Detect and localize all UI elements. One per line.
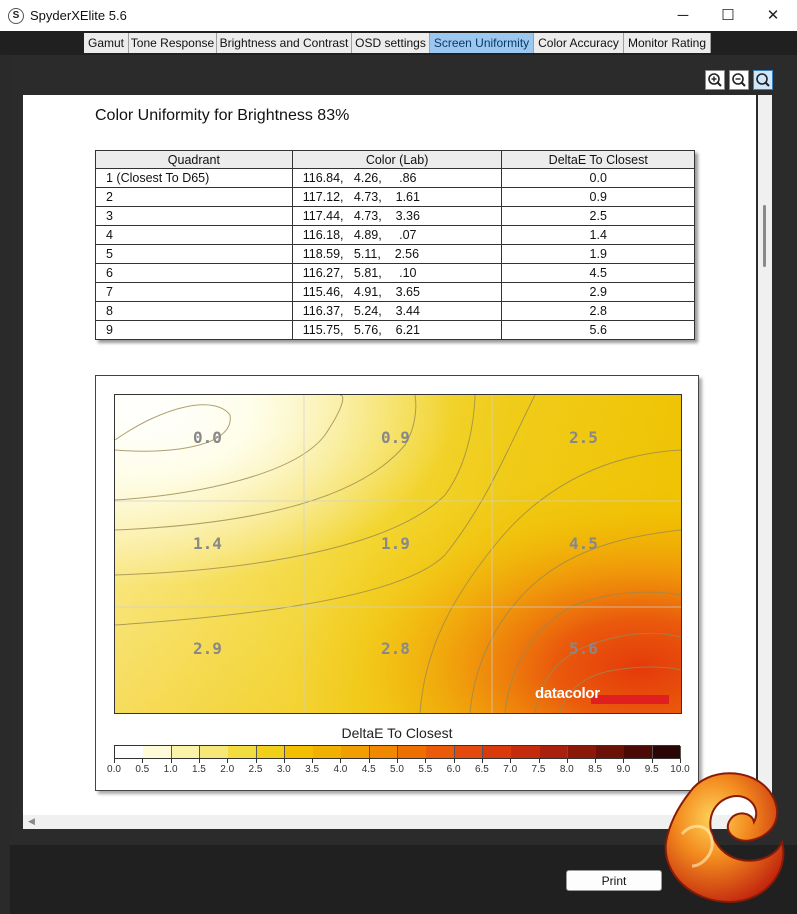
uniformity-chart [95,375,699,791]
legend-tick-mark [340,758,341,763]
column-header-quadrant: Quadrant [96,151,293,169]
lab-cell: 116.84, 4.26, .86 [292,169,502,188]
quadrant-value-2: 0.9 [381,428,410,447]
legend-swatch [341,746,370,758]
legend-tick-label: 10.0 [670,764,690,775]
legend-tick-label: 2.5 [248,764,263,775]
quadrant-cell: 9 [96,321,293,340]
legend-swatch [568,746,597,758]
quadrant-value-4: 1.4 [193,534,222,553]
table-row [96,264,695,283]
legend-tick-label: 7.5 [531,764,546,775]
legend-tick-mark [510,758,511,763]
legend-tick-mark [312,758,313,763]
legend-swatch [115,746,144,758]
legend-swatch [200,746,229,758]
deltae-cell: 2.9 [502,283,695,302]
uniformity-heatmap [114,394,682,714]
quadrant-cell: 7 [96,283,293,302]
legend-tick-mark [142,758,143,763]
deltae-cell: 0.0 [502,169,695,188]
lab-cell: 115.46, 4.91, 3.65 [292,283,502,302]
title-bar [0,0,797,31]
quadrant-cell: 4 [96,226,293,245]
tab-tone-response[interactable]: Tone Response [129,33,217,53]
legend-swatch [228,746,257,758]
legend-tick-label: 9.0 [616,764,631,775]
quadrant-cell: 2 [96,188,293,207]
quadrant-value-7: 2.9 [193,639,222,658]
legend-tick-mark [284,758,285,763]
quadrant-value-5: 1.9 [381,534,410,553]
quadrant-cell: 8 [96,302,293,321]
legend-swatch [511,746,540,758]
legend-tick-label: 5.0 [390,764,404,775]
deltae-cell: 4.5 [502,264,695,283]
legend-tick-label: 5.5 [418,764,433,775]
quadrant-table [95,150,695,340]
legend-tick-label: 3.0 [276,764,291,775]
legend-tick-label: 9.5 [644,764,659,775]
legend-tick-mark [171,758,172,763]
legend-tick-mark [539,758,540,763]
legend-swatch [624,746,653,758]
legend-swatch [596,746,625,758]
legend-tick-label: 7.0 [503,764,518,775]
scroll-left-icon[interactable]: ◀ [28,816,35,826]
zoom-out-icon[interactable] [729,70,749,90]
legend-tick-mark [199,758,200,763]
legend-swatch [426,746,455,758]
quadrant-value-3: 2.5 [569,428,598,447]
deltae-cell: 1.4 [502,226,695,245]
legend-tick-mark [425,758,426,763]
print-button[interactable]: Print [566,870,662,891]
legend-tick-label: 4.5 [361,764,376,775]
lab-cell: 116.37, 5.24, 3.44 [292,302,502,321]
legend-swatch [398,746,427,758]
deltae-color-scale [114,745,680,759]
legend-tick-label: 3.5 [305,764,320,775]
legend-tick-label: 1.5 [191,764,206,775]
close-button[interactable]: ✕ [766,7,780,24]
deltae-cell: 1.9 [502,245,695,264]
legend-tick-label: 8.0 [559,764,574,775]
legend-swatch [653,746,682,758]
report-title: Color Uniformity for Brightness 83% [95,107,350,124]
legend-tick-mark [482,758,483,763]
tab-brightness-contrast[interactable]: Brightness and Contrast [217,33,352,53]
table-row [96,245,695,264]
legend-swatch [483,746,512,758]
kitguru-logo-icon [652,762,792,912]
legend-swatch [285,746,314,758]
lab-cell: 118.59, 5.11, 2.56 [292,245,502,264]
legend-tick-label: 1.0 [163,764,178,775]
legend-tick-mark [397,758,398,763]
legend-tick-mark [454,758,455,763]
vertical-scrollbar[interactable] [758,95,772,815]
legend-tick-label: 0.5 [135,764,150,775]
legend-tick-mark [256,758,257,763]
legend-swatch [257,746,286,758]
legend-tick-mark [227,758,228,763]
legend-tick-label: 6.0 [446,764,461,775]
deltae-cell: 5.6 [502,321,695,340]
table-row [96,226,695,245]
legend-tick-mark [623,758,624,763]
table-row [96,188,695,207]
quadrant-cell: 6 [96,264,293,283]
quadrant-value-6: 4.5 [569,534,598,553]
maximize-button[interactable]: ☐ [721,7,735,24]
lab-cell: 117.12, 4.73, 1.61 [292,188,502,207]
lab-cell: 116.27, 5.81, .10 [292,264,502,283]
lab-cell: 116.18, 4.89, .07 [292,226,502,245]
legend-swatch [313,746,342,758]
datacolor-brand-bar [591,695,669,704]
tab-strip [0,31,797,55]
quadrant-value-9: 5.6 [569,639,598,658]
datacolor-logo: datacolor [535,685,600,702]
legend-tick-mark [567,758,568,763]
table-row [96,283,695,302]
quadrant-value-1: 0.0 [193,428,222,447]
scroll-thumb[interactable] [763,205,766,267]
legend-swatch [370,746,399,758]
deltae-cell: 0.9 [502,188,695,207]
tab-screen-uniformity[interactable]: Screen Uniformity [430,33,534,53]
table-row [96,321,695,340]
column-header-deltae: DeltaE To Closest [502,151,695,169]
legend-tick-label: 6.5 [474,764,489,775]
legend-tick-mark [369,758,370,763]
quadrant-value-8: 2.8 [381,639,410,658]
legend-swatch [143,746,172,758]
lab-cell: 117.44, 4.73, 3.36 [292,207,502,226]
table-row [96,302,695,321]
zoom-fit-icon[interactable] [753,70,773,90]
tab-color-accuracy[interactable]: Color Accuracy [534,33,624,53]
legend-tick-mark [595,758,596,763]
tab-gamut[interactable]: Gamut [84,33,129,53]
table-row [96,207,695,226]
tab-monitor-rating[interactable]: Monitor Rating [624,33,711,53]
deltae-cell: 2.5 [502,207,695,226]
report-page [23,95,756,815]
lab-cell: 115.75, 5.76, 6.21 [292,321,502,340]
legend-swatch [172,746,201,758]
legend-tick-label: 2.0 [220,764,235,775]
window-title: SpyderXElite 5.6 [30,8,127,23]
quadrant-cell: 3 [96,207,293,226]
tab-osd-settings[interactable]: OSD settings [352,33,430,53]
quadrant-cell: 1 (Closest To D65) [96,169,293,188]
spyder-s-icon: S [8,8,24,24]
table-row [96,169,695,188]
legend-tick-mark [114,758,115,763]
zoom-in-icon[interactable] [705,70,725,90]
legend-tick-label: 8.5 [588,764,603,775]
column-header-color-lab: Color (Lab) [292,151,502,169]
legend-tick-label: 0.0 [107,764,121,775]
deltae-cell: 2.8 [502,302,695,321]
left-edge [0,55,10,914]
legend-tick-label: 4.0 [333,764,348,775]
legend-swatch [455,746,484,758]
quadrant-cell: 5 [96,245,293,264]
minimize-button[interactable]: ─ [677,7,689,24]
legend-title: DeltaE To Closest [341,725,453,741]
legend-swatch [540,746,569,758]
